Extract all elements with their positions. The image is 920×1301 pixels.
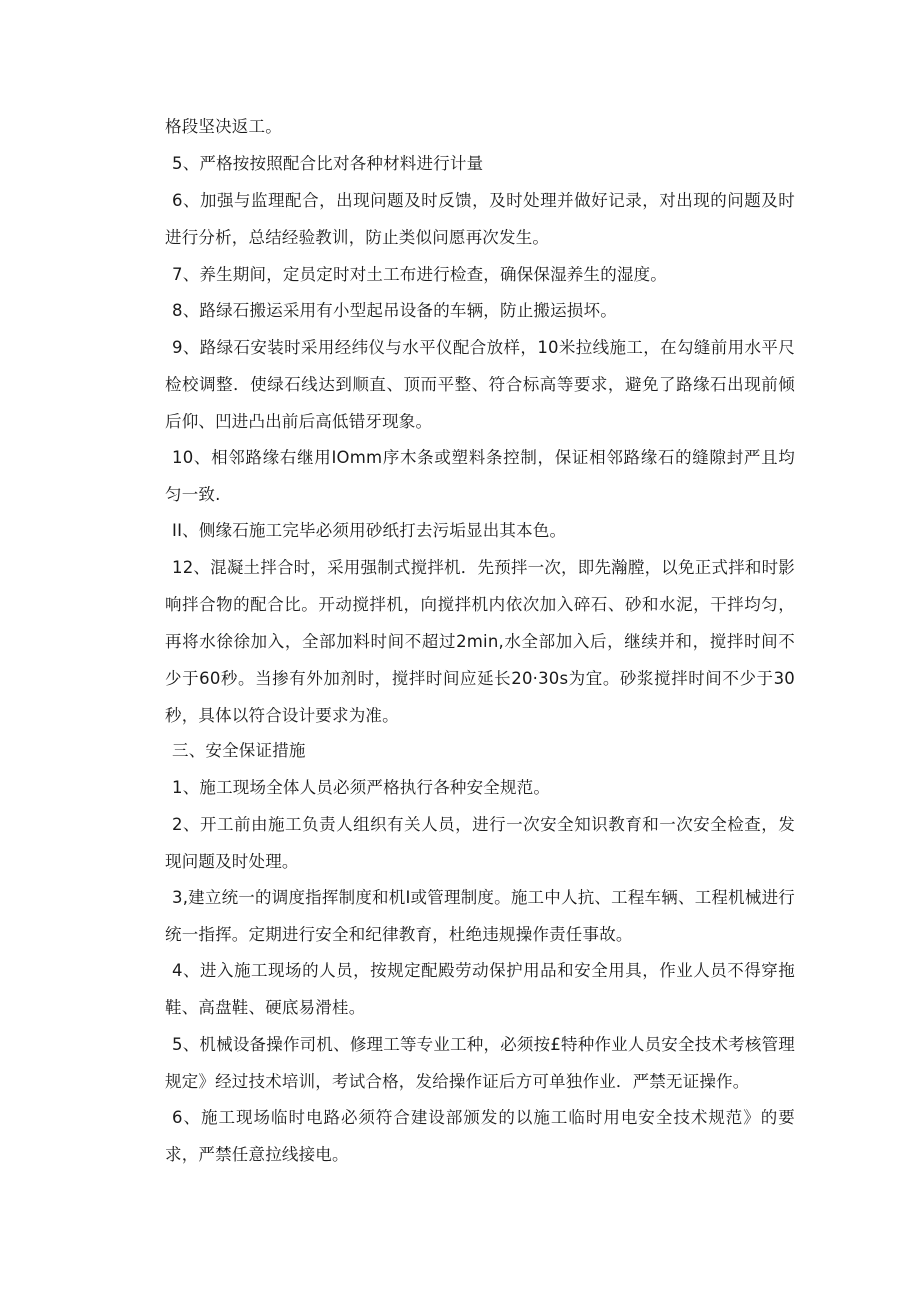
paragraph-safety-3: 3,建立统一的调度指挥制度和机I或管理制度。施工中人抗、工程车辆、工程机械进行统一指挥。定期进行安全和纪律教育，杜绝违规操作责任事故。 [165, 888, 795, 944]
paragraph-item-7: 7、养生期间，定员定时对土工布进行检查，确保保湿养生的湿度。 [172, 265, 667, 284]
paragraph-safety-4: 4、进入施工现场的人员，按规定配殿劳动保护用品和安全用具，作业人员不得穿拖鞋、高盘鞋、硬底易滑桂。 [165, 961, 795, 1017]
paragraph-item-10: 10、相邻路缘右继用IOmm序木条或塑料条控制，保证相邻路缘石的缝隙封严且均匀一致. [165, 448, 795, 504]
paragraph-item-6: 6、加强与监理配合，出现问题及时反馈，及时处理并做好记录，对出现的问题及时进行分析，总结经验教训，防止类似问愿再次发生。 [165, 191, 795, 247]
section-heading-safety: 三、安全保证措施 [172, 741, 306, 760]
paragraph-item-8: 8、路绿石搬运采用有小型起吊设备的车辆，防止搬运损坏。 [172, 301, 617, 320]
paragraph-safety-2: 2、开工前由施工负责人组织有关人员，进行一次安全知识教育和一次安全检查，发现问题及时处理。 [165, 815, 795, 871]
paragraph-safety-1: 1、施工现场全体人员必须严格执行各种安全规范。 [172, 778, 551, 797]
paragraph-continuation: 格段坚决返工。 [165, 117, 282, 136]
paragraph-item-11: II、侧缘石施工完毕必须用砂纸打去污垢显出其本色。 [172, 521, 567, 540]
paragraph-item-5: 5、严格按按照配合比对各种材料进行计量 [172, 154, 484, 173]
paragraph-item-9: 9、路绿石安装时采用经纬仪与水平仪配合放样，10米拉线施工，在勾缝前用水平尺检校调整．使绿石线达到顺直、顶而平整、符合标高等要求，避免了路缘石出现前倾后仰、凹进凸出前后高低错牙现象。 [165, 338, 795, 431]
paragraph-item-12: 12、混凝土拌合时，采用强制式搅拌机．先预拌一次，即先瀚膛，以免正式拌和时影响拌合物的配合比。开动搅拌机，向搅拌机内依次加入碎石、砂和水泥，干拌均匀，再将水徐徐加入，全部加料时间不超过2min,水全部加入后，继续并和，搅拌时间不少于60秒。当掺有外加剂时，搅拌时间应延长20·30s为宜。砂浆搅拌时间不少于30秒，具体以符合设计要求为准。 [165, 558, 795, 725]
paragraph-safety-5: 5、机械设备操作司机、修理工等专业工种，必须按£特种作业人员安全技术考核管理规定》经过技术培训，考试合格，发给操作证后方可单独作业．严禁无证操作。 [165, 1035, 795, 1091]
paragraph-safety-6: 6、施工现场临时电路必须符合建设部颁发的以施工临时用电安全技术规范》的要求，严禁任意拉线接电。 [165, 1108, 795, 1164]
